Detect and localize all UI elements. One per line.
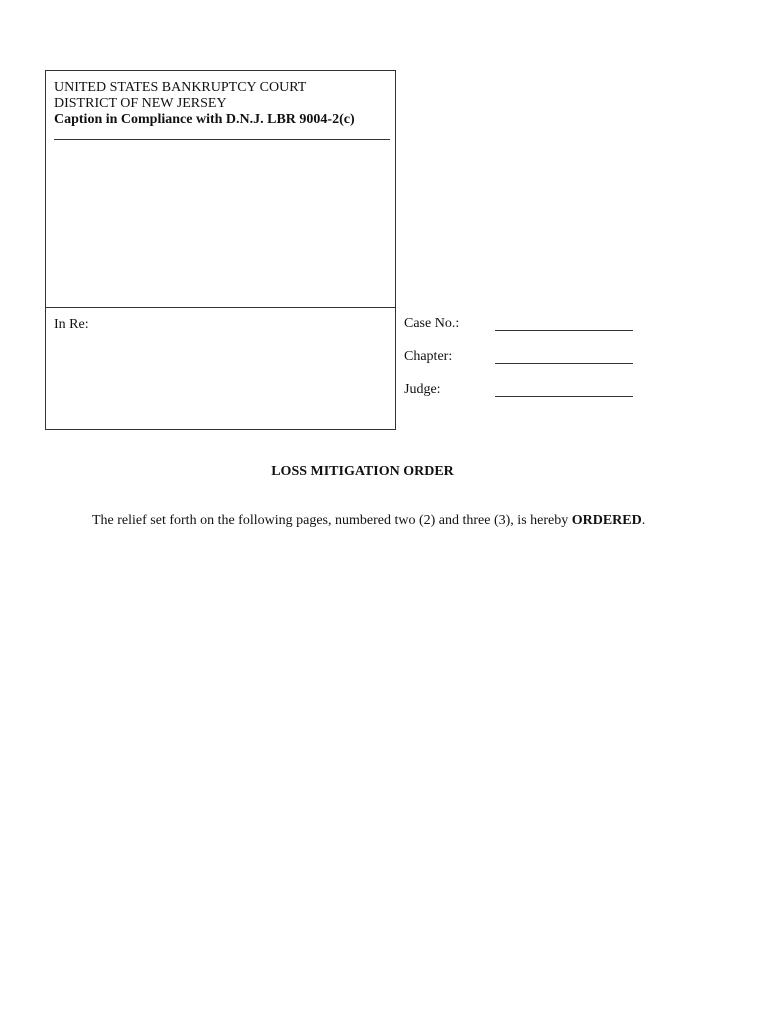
order-title-text: LOSS MITIGATION ORDER xyxy=(271,464,454,479)
chapter-field xyxy=(404,349,644,367)
caption-divider xyxy=(54,139,390,140)
chapter-label: Chapter: xyxy=(404,349,453,364)
caption-box xyxy=(45,70,396,430)
in-re-label: In Re: xyxy=(54,317,89,332)
chapter-blank[interactable] xyxy=(495,363,633,364)
case-number-label: Case No.: xyxy=(404,316,460,331)
caption-header-section xyxy=(46,71,395,308)
relief-ordered-emphasis: ORDERED xyxy=(571,513,642,528)
judge-field xyxy=(404,382,644,400)
relief-period: . xyxy=(641,513,646,528)
case-number-blank[interactable] xyxy=(495,330,633,331)
court-district: DISTRICT OF NEW JERSEY xyxy=(54,96,227,111)
relief-statement xyxy=(92,513,645,529)
case-number-field xyxy=(404,316,644,334)
court-name: UNITED STATES BANKRUPTCY COURT xyxy=(54,80,307,95)
judge-label: Judge: xyxy=(404,382,441,397)
judge-blank[interactable] xyxy=(495,396,633,397)
caption-compliance-note: Caption in Compliance with D.N.J. LBR 9004-2(c) xyxy=(54,112,355,127)
order-title xyxy=(0,464,770,480)
relief-text: The relief set forth on the following pages, numbered two (2) and three (3), is hereby xyxy=(92,513,572,528)
